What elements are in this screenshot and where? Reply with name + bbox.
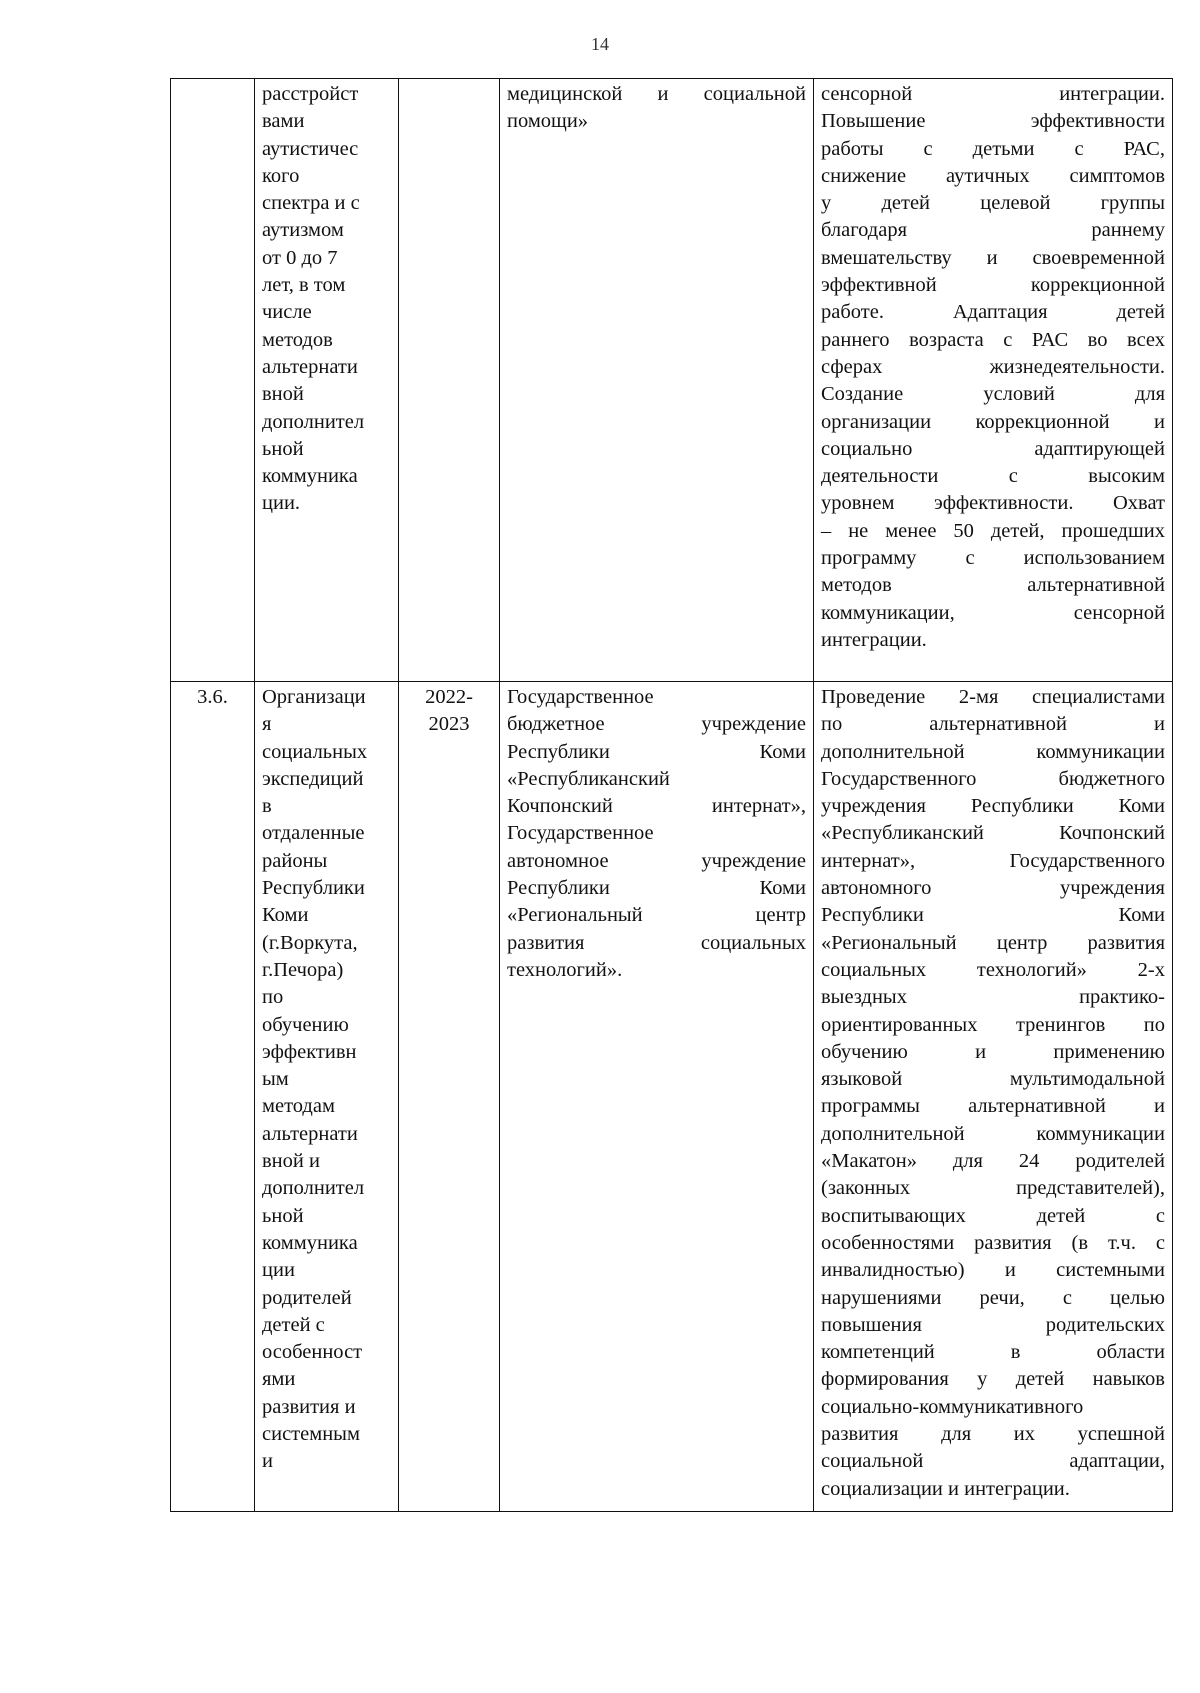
page-number: 14 <box>591 34 609 54</box>
text-line: программы альтернативной и <box>821 1095 1165 1118</box>
text-line: ым <box>262 1068 289 1091</box>
item-number: 3.6. <box>197 686 228 708</box>
text-line: медицинской и социальной <box>507 83 806 105</box>
text-line: повышения родительских <box>821 1313 1165 1336</box>
text-line: дополнительной коммуникации <box>821 1122 1165 1145</box>
text-line: коммуника <box>262 465 358 488</box>
executor-cell <box>500 682 814 1512</box>
text-line: помощи» <box>507 110 589 133</box>
text-line: Государственное <box>507 822 654 845</box>
text-line: альтернати <box>262 355 358 378</box>
text-line: (г.Воркута, <box>262 931 358 954</box>
text-line: Проведение 2-мя специалистами <box>821 686 1165 708</box>
text-line: особенност <box>262 1341 363 1364</box>
text-line: в <box>262 795 272 818</box>
text-line: социальных технологий» 2-х <box>821 958 1165 981</box>
text-line: уровнем эффективности. Охват <box>821 492 1165 515</box>
item-number-cell <box>171 79 255 682</box>
text-line: автономное учреждение <box>507 849 806 872</box>
text-line: особенностями развития (в т.ч. с <box>821 1231 1165 1254</box>
text-line: аутистичес <box>262 137 359 160</box>
text-line: по альтернативной и <box>821 713 1165 736</box>
text-line: нарушениями речи, с целью <box>821 1286 1165 1309</box>
measures-table <box>170 78 1173 1512</box>
text-line: у детей целевой группы <box>821 192 1165 215</box>
executor-cell <box>500 79 814 682</box>
text-line: развития для их успешной <box>821 1423 1165 1446</box>
text-line: вной и <box>262 1150 320 1173</box>
text-line: эффективн <box>262 1040 357 1063</box>
text-line: кого <box>262 164 300 187</box>
text-line: детей с <box>262 1313 325 1336</box>
item-number-cell <box>171 682 255 1512</box>
expected-result-cell <box>814 682 1173 1512</box>
text-line: отдаленные <box>262 822 365 845</box>
text-line: дополнител <box>262 1177 365 1200</box>
text-line: Кочпонский интернат», <box>507 795 806 818</box>
text-line: «Макатон» для 24 родителей <box>821 1150 1165 1173</box>
text-line: «Региональный центр <box>507 904 806 927</box>
text-line: социальной адаптации, <box>821 1450 1165 1473</box>
text-line: и <box>262 1450 273 1473</box>
text-line: ции <box>262 1259 295 1282</box>
text-line: социально адаптирующей <box>821 437 1165 460</box>
text-line: социальных <box>262 740 368 763</box>
text-line: вами <box>262 110 305 133</box>
text-line: обучению <box>262 1013 349 1036</box>
text-line: интеграции. <box>821 628 927 651</box>
text-line: снижение аутичных симптомов <box>821 164 1165 187</box>
text-line: «Республиканский <box>507 767 670 790</box>
text-line: сенсорной интеграции. <box>821 83 1165 105</box>
text-line: компетенций в области <box>821 1341 1165 1364</box>
text-line: Республики Коми <box>821 904 1165 927</box>
text-line: ориентированных тренингов по <box>821 1013 1165 1036</box>
text-line: коммуникации, сенсорной <box>821 601 1165 624</box>
text-line: Государственное <box>507 686 654 708</box>
text-line: программу с использованием <box>821 547 1165 570</box>
text-line: расстройст <box>262 83 359 105</box>
measure-name-cell <box>255 682 399 1512</box>
period-cell <box>399 682 500 1512</box>
text-line: лет, в том <box>262 274 346 297</box>
text-line: выездных практико- <box>821 986 1165 1009</box>
text-line: 2023 <box>428 713 470 736</box>
text-line: развития социальных <box>507 931 806 954</box>
text-line: я <box>262 713 272 736</box>
text-line: «Региональный центр развития <box>821 931 1165 954</box>
text-line: методам <box>262 1095 335 1118</box>
text-line: коммуника <box>262 1231 358 1254</box>
text-line: Республики Коми <box>507 877 806 900</box>
table-row <box>171 79 1173 682</box>
text-line: Повышение эффективности <box>821 110 1165 133</box>
table-row <box>171 682 1173 1512</box>
text-line: сферах жизнедеятельности. <box>821 355 1165 378</box>
text-line: автономного учреждения <box>821 877 1165 900</box>
text-line: методов <box>262 328 333 351</box>
text-line: г.Печора) <box>262 958 344 981</box>
text-line: интернат», Государственного <box>821 849 1165 872</box>
text-line: работы с детьми с РАС, <box>821 137 1165 160</box>
text-line: бюджетное учреждение <box>507 713 806 736</box>
text-line: методов альтернативной <box>821 574 1165 597</box>
measure-name-cell <box>255 79 399 682</box>
text-line: «Республиканский Кочпонский <box>821 822 1165 845</box>
text-line: воспитывающих детей с <box>821 1204 1165 1227</box>
text-line: аутизмом <box>262 219 344 242</box>
text-line: (законных представителей), <box>821 1177 1165 1200</box>
expected-result-cell <box>814 79 1173 682</box>
text-line: работе. Адаптация детей <box>821 301 1165 324</box>
text-line: инвалидностью) и системными <box>821 1259 1165 1282</box>
text-line: ьной <box>262 1204 304 1227</box>
text-line: дополнительной коммуникации <box>821 740 1165 763</box>
text-line: социализации и интеграции. <box>821 1477 1070 1500</box>
text-line: спектра и с <box>262 192 360 215</box>
text-line: технологий». <box>507 958 623 981</box>
text-line: организации коррекционной и <box>821 410 1165 433</box>
text-line: 2022- <box>425 686 473 708</box>
text-line: ями <box>262 1368 296 1391</box>
text-line: учреждения Республики Коми <box>821 795 1165 818</box>
text-line: по <box>262 986 284 1009</box>
text-line: дополнител <box>262 410 365 433</box>
text-line: экспедиций <box>262 767 364 790</box>
text-line: Организаци <box>262 686 366 708</box>
text-line: от 0 до 7 <box>262 246 338 269</box>
text-line: раннего возраста с РАС во всех <box>821 328 1165 351</box>
text-line: системным <box>262 1423 360 1446</box>
text-line: альтернати <box>262 1122 358 1145</box>
text-line: родителей <box>262 1286 352 1309</box>
text-line: Создание условий для <box>821 383 1165 406</box>
text-line: деятельности с высоким <box>821 465 1165 488</box>
text-line: Коми <box>262 904 309 927</box>
period-cell <box>399 79 500 682</box>
text-line: Республики <box>262 877 365 900</box>
text-line: эффективной коррекционной <box>821 274 1165 297</box>
text-line: – не менее 50 детей, прошедших <box>821 519 1165 542</box>
text-line: социально-коммуникативного <box>821 1395 1084 1418</box>
text-line: ьной <box>262 437 304 460</box>
text-line: Государственного бюджетного <box>821 767 1165 790</box>
text-line: Республики Коми <box>507 740 806 763</box>
text-line: обучению и применению <box>821 1040 1165 1063</box>
text-line: числе <box>262 301 312 324</box>
text-line: вмешательству и своевременной <box>821 246 1165 269</box>
text-line: вной <box>262 383 304 406</box>
text-line: языковой мультимодальной <box>821 1068 1165 1091</box>
text-line: ции. <box>262 492 301 515</box>
text-line: развития и <box>262 1395 356 1418</box>
text-line: благодаря раннему <box>821 219 1165 242</box>
text-line: формирования у детей навыков <box>821 1368 1165 1391</box>
text-line: районы <box>262 849 328 872</box>
